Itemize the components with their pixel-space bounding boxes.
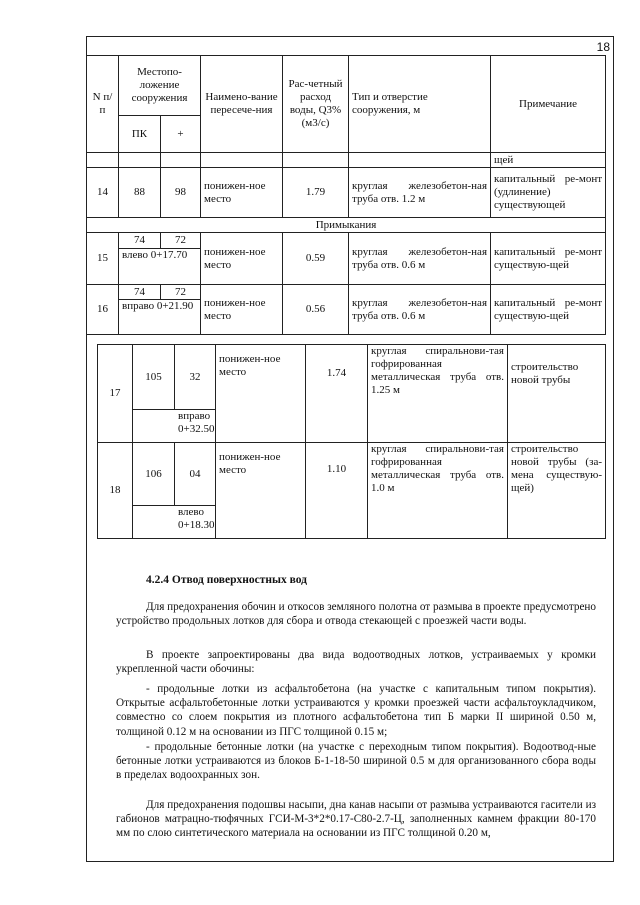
header-location: Местопо-ложение сооружения [119, 56, 201, 116]
header-flow: Рас-четный расход воды, Q3% (м3/с) [283, 56, 349, 153]
section-title: 4.2.4 Отвод поверхностных вод [146, 574, 307, 586]
side-offset: влево 0+17.70 [119, 249, 201, 285]
paragraph: В проекте запроектированы два вида водоотводных лотков, устраиваемых у кромки укрепленной части обочины: [116, 649, 596, 676]
header-note: Примечание [491, 56, 606, 153]
header-pk: ПК [119, 116, 161, 153]
section-label: Примыкания [87, 218, 606, 233]
page-number: 18 [596, 40, 610, 54]
side-offset: влево 0+18.30 [133, 506, 216, 539]
table-row: 18 106 04 понижен-ное место 1.10 круглая спиральнови-тая гофрированная металлическая труба отв. 1.0 м строительство новой трубы (за-мена существую-щей) [98, 443, 606, 506]
paragraph: Для предохранения подошвы насыпи, дна канав насыпи от размыва устраиваются гасители из габионов матрацно-тюфячных ГСИ-М-3*2*0.17-С80-2.7-Ц, заполненных камнем фракции 80-170 мм по слою синтетического материала на основании из ПГС толщиной 0.20 м, [116, 799, 596, 840]
table-row: 14 88 98 понижен-ное место 1.79 круглая железобетон-ная труба отв. 1.2 м капитальный ре-монт (удлинение) существующей [87, 168, 606, 218]
table-row: 15 74 72 понижен-ное место 0.59 круглая железобетон-ная труба отв. 0.6 м капитальный ре-монт существую-щей [87, 233, 606, 249]
side-offset: вправо 0+21.90 [119, 300, 201, 335]
culverts-table [86, 55, 606, 335]
paragraph: Для предохранения обочин и откосов земляного полотна от размыва в проекте предусмотрено устройство продольных лотков для сбора и отвода стекающей с проезжей части воды. [116, 601, 596, 628]
table-row: 17 105 32 понижен-ное место 1.74 круглая спиральнови-тая гофрированная металлическая труба отв. 1.25 м строительство новой трубы [98, 345, 606, 410]
side-offset: вправо 0+32.50 [133, 410, 216, 443]
culverts-table-continued [97, 344, 606, 539]
header-n: N п/п [87, 56, 119, 153]
header-plus: + [161, 116, 201, 153]
continued-note: щей [491, 153, 606, 168]
header-type: Тип и отверстие сооружения, м [349, 56, 491, 153]
paragraph: - продольные бетонные лотки (на участке с переходным типом покрытия). Водоотвод-ные бетонные лотки устраиваются из блоков Б-1-18-50 шириной 0.5 м для организованного сбора воды в пределах водоохранных зон. [116, 741, 596, 782]
paragraph: - продольные лотки из асфальтобетона (на участке с капитальным типом покрытия). Открытые асфальтобетонные лотки устраиваются у кромки проезжей части асфальтоукладчиком, совместно со слоем покрытия из плотного асфальтобетона тип Б марки II шириной 0.50 м, толщиной 0.12 м на основании из ПГС толщиной 0.15 м; [116, 683, 596, 738]
header-name: Наимено-вание пересече-ния [201, 56, 283, 153]
table-row: 16 74 72 понижен-ное место 0.56 круглая железобетон-ная труба отв. 0.6 м капитальный ре-монт существую-щей [87, 285, 606, 300]
